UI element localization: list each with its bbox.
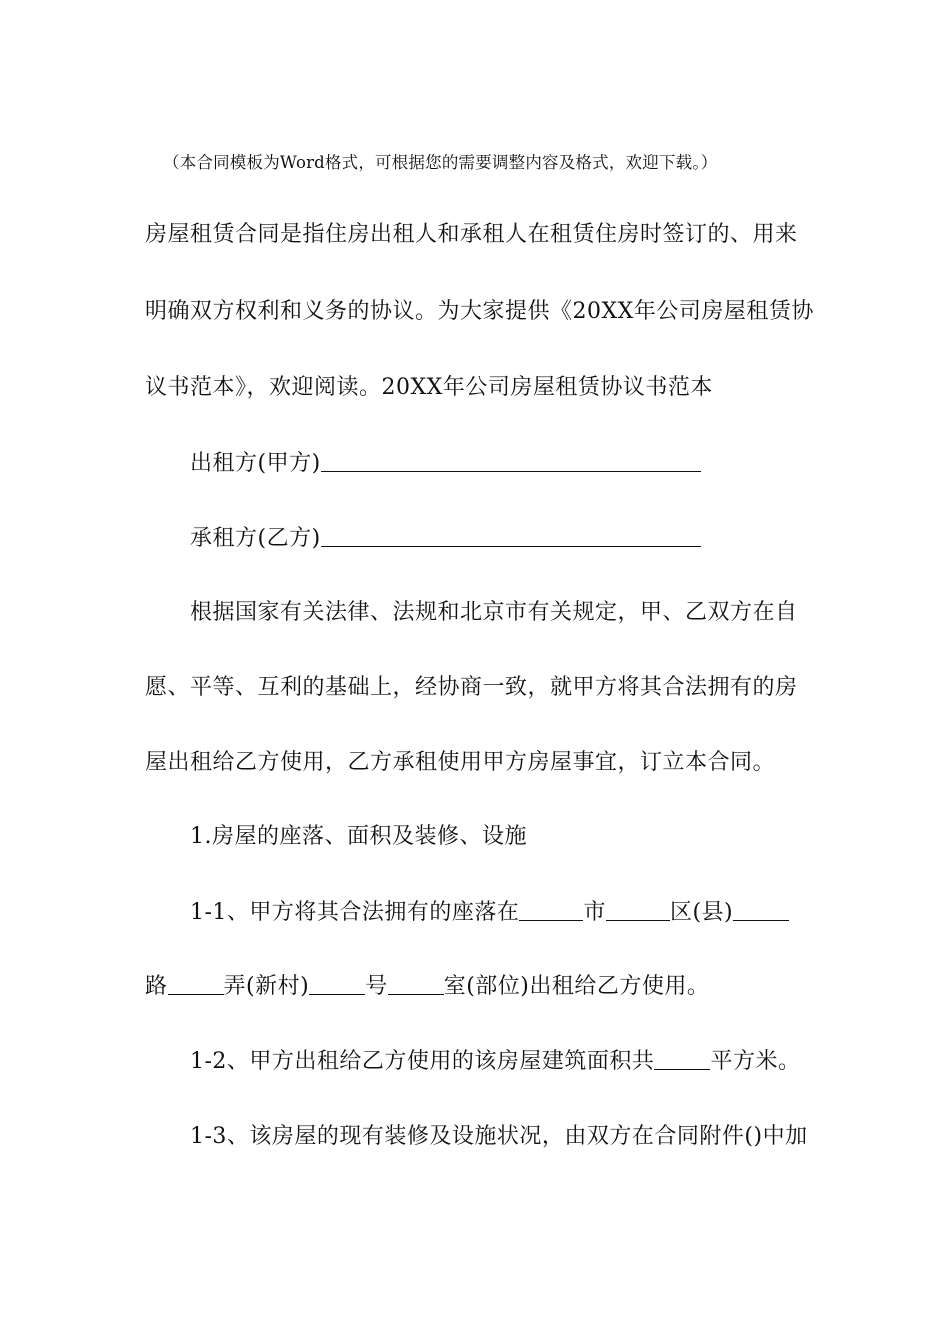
district-label: 区(县) (669, 900, 734, 925)
intro-line-2: 明确双方权利和义务的协议。为大家提供《20XX年公司房屋租赁协 (145, 299, 814, 324)
clause-1-3: 1-3、该房屋的现有装修及设施状况，由双方在合同附件()中加 (190, 1124, 808, 1149)
lane-label: 弄(新村) (223, 974, 310, 999)
clause-1-2 (190, 1047, 800, 1077)
district-blank (606, 900, 670, 921)
clause-1-1-prefix: 1-1、甲方将其合法拥有的座落在 (190, 900, 520, 925)
clause-1-2-suffix: 平方米。 (710, 1049, 801, 1074)
number-label: 号 (365, 974, 388, 999)
clause-1-1-line-1 (190, 898, 789, 928)
lessee-line (190, 524, 701, 554)
city-blank (519, 900, 583, 921)
clause-1-2-prefix: 1-2、甲方出租给乙方使用的该房屋建筑面积共 (190, 1049, 655, 1074)
template-note: （本合同模板为Word格式，可根据您的需要调整内容及格式，欢迎下载。） (163, 153, 718, 172)
preamble-line-2: 愿、平等、互利的基础上，经协商一致，就甲方将其合法拥有的房 (145, 675, 798, 700)
intro-line-3: 议书范本》，欢迎阅读。20XX年公司房屋租赁协议书范本 (145, 375, 713, 400)
intro-line-1: 房屋租赁合同是指住房出租人和承租人在租赁住房时签订的、用来 (145, 222, 798, 247)
room-blank (388, 974, 444, 995)
number-blank (309, 974, 365, 995)
preamble-line-3: 屋出租给乙方使用，乙方承租使用甲方房屋事宜，订立本合同。 (145, 750, 776, 775)
room-label: 室(部位)出租给乙方使用。 (443, 974, 710, 999)
clause-1-1-line-2 (145, 972, 709, 1002)
lessor-line (190, 449, 701, 479)
lessor-blank (321, 451, 701, 472)
lane-blank (168, 974, 224, 995)
city-label: 市 (583, 900, 606, 925)
lessee-label: 承租方(乙方) (190, 526, 321, 551)
lessor-label: 出租方(甲方) (190, 451, 321, 476)
road-label: 路 (145, 974, 168, 999)
section-1-heading: 1.房屋的座落、面积及装修、设施 (190, 824, 527, 849)
preamble-line-1: 根据国家有关法律、法规和北京市有关规定，甲、乙双方在自 (190, 600, 798, 625)
area-blank (654, 1049, 710, 1070)
lessee-blank (321, 526, 701, 547)
road-blank (733, 900, 789, 921)
